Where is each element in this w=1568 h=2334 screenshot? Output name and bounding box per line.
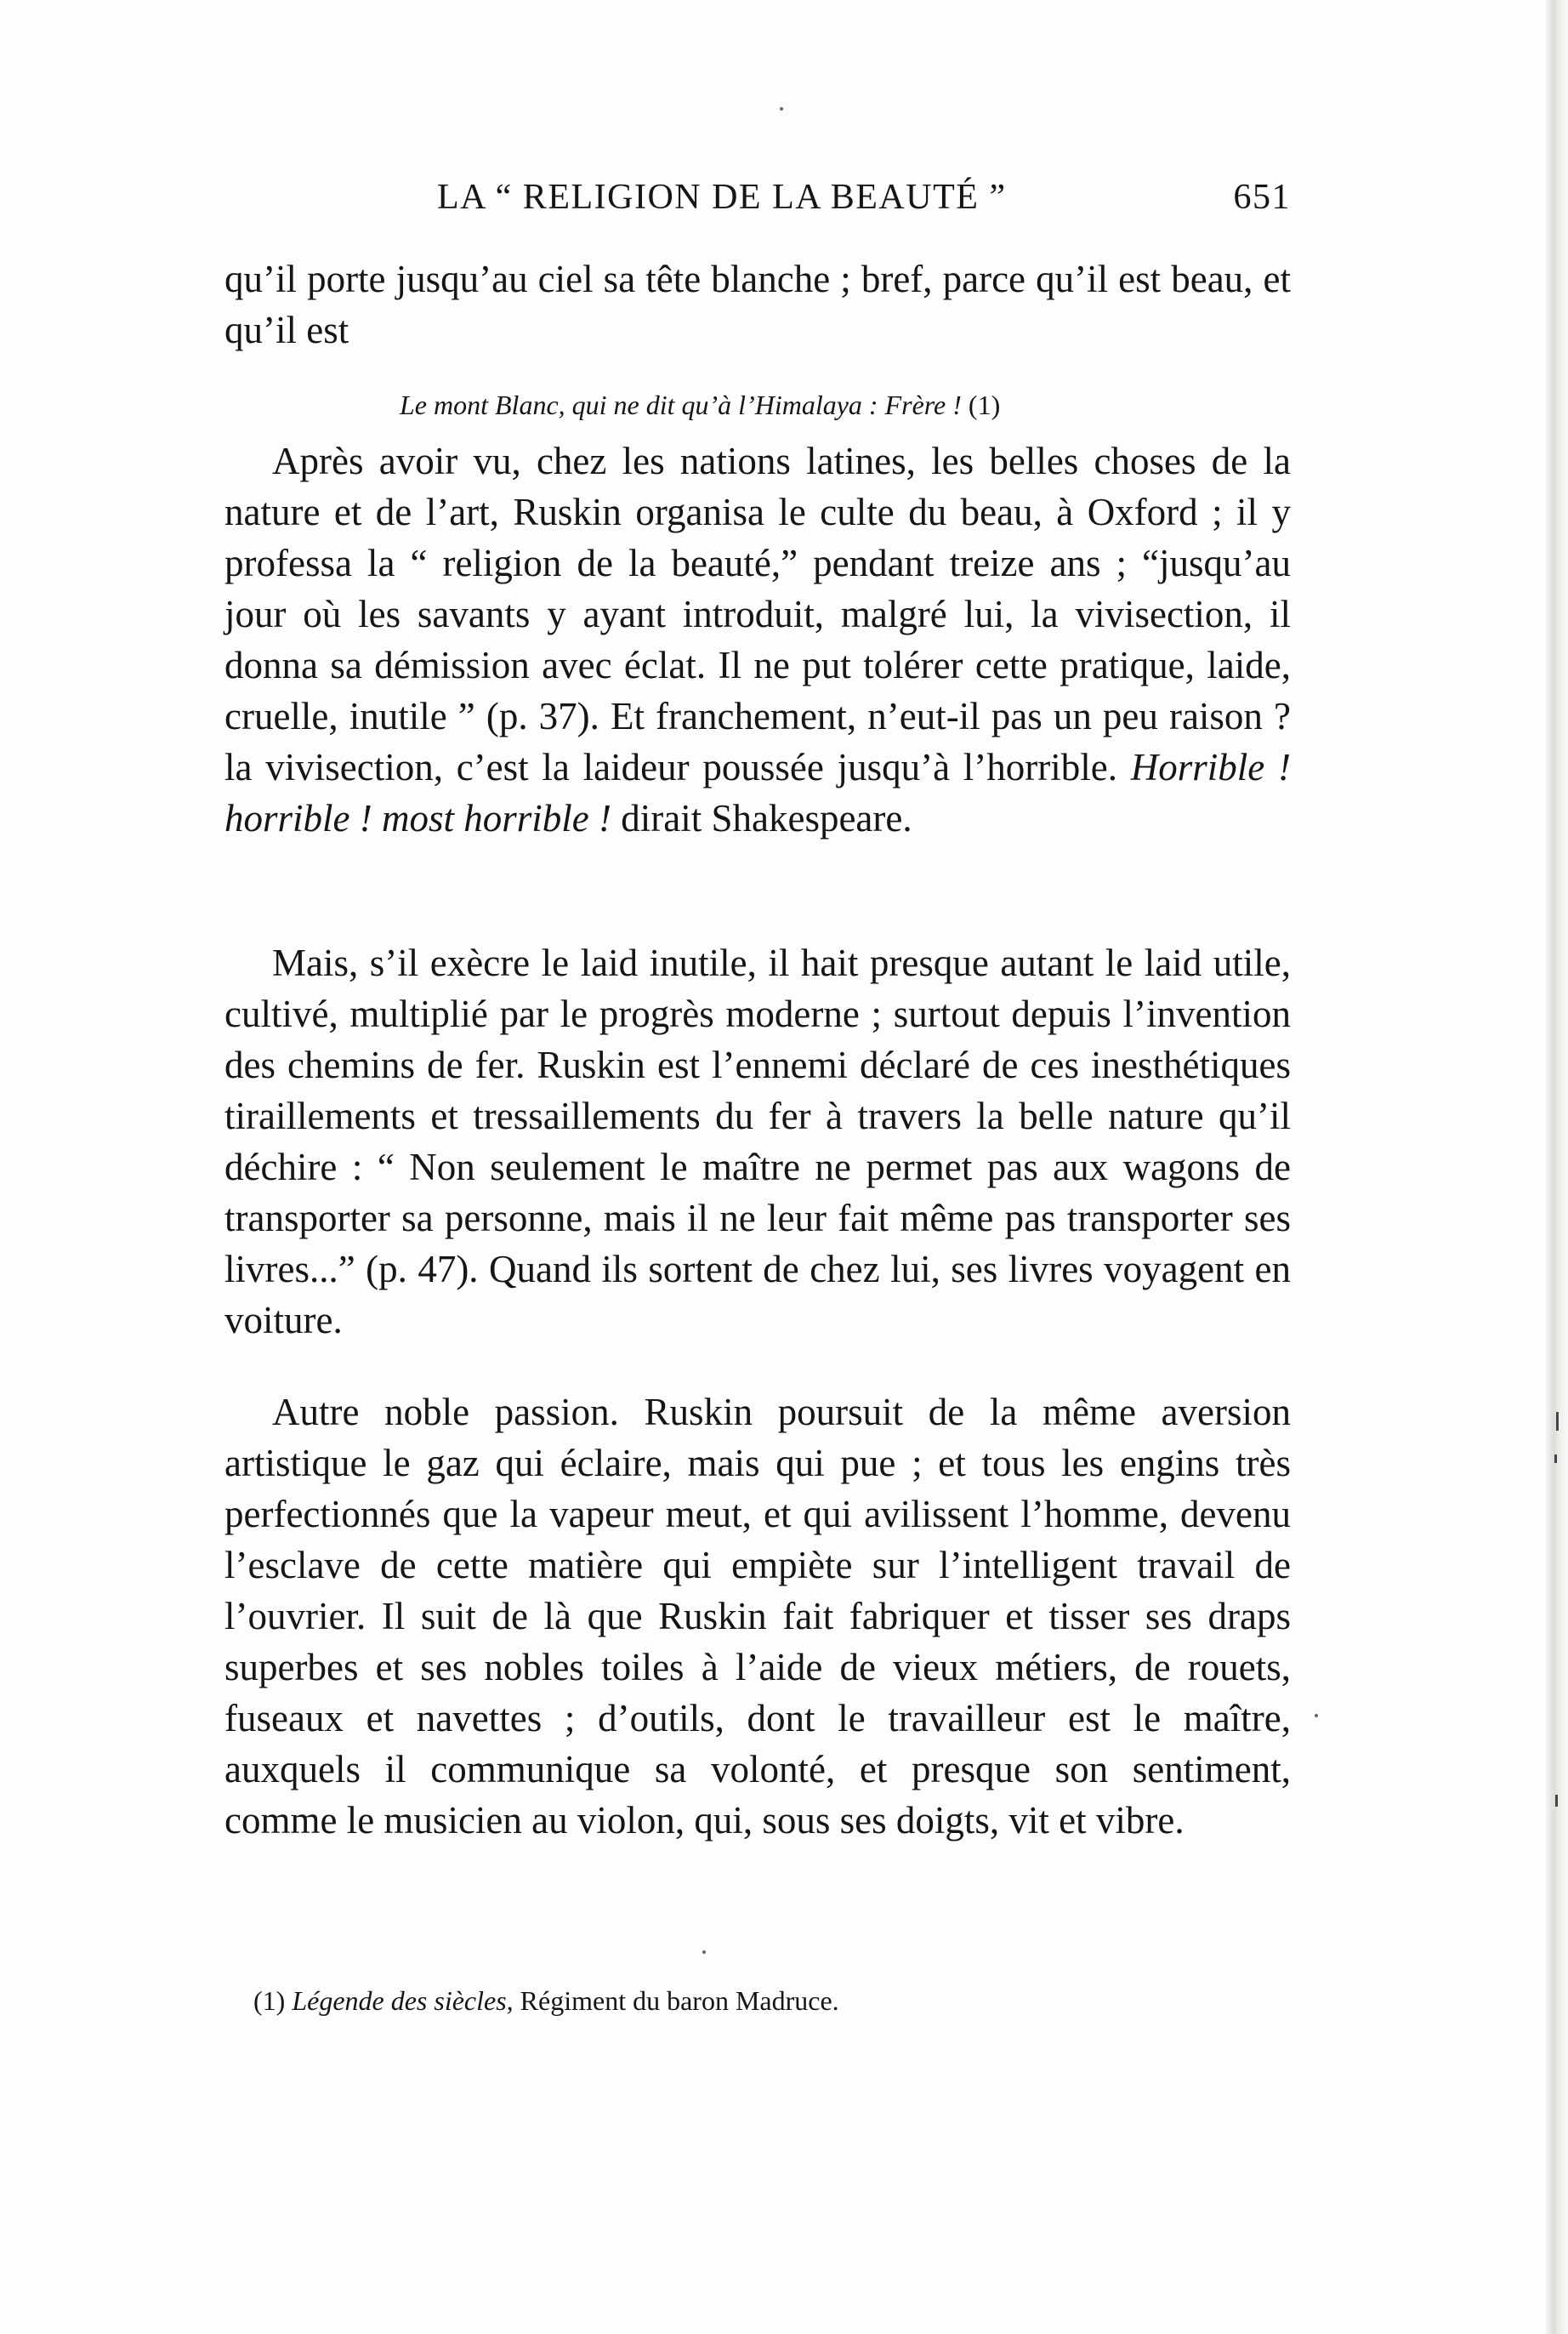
paragraph-continued: qu’il porte jusqu’au ciel sa tête blanche ; bref, parce qu’il est beau, et qu’il est: [224, 258, 1291, 351]
running-header: [437, 177, 1291, 228]
footnote-rest: Régiment du baron Madruce.: [520, 1985, 839, 2016]
paragraph-text-end: dirait Shakespeare.: [621, 797, 912, 840]
shakespeare-quote: Horrible ! horrible ! most horrible !: [224, 746, 1291, 840]
epigraph-note-ref: (1): [968, 390, 1001, 420]
epigraph-text: Le mont Blanc, qui ne dit qu’à l’Himalaya : Frère !: [400, 390, 962, 420]
paragraph-vivisection: [224, 435, 1291, 844]
page-edge: [1546, 0, 1568, 2334]
footnote-title: Légende des siècles,: [292, 1985, 514, 2016]
footnote-marker: (1): [253, 1985, 286, 2016]
scan-speck: [780, 107, 783, 111]
scan-speck: [702, 1950, 706, 1954]
page-number: 651: [1233, 178, 1291, 217]
paragraph-text: Après avoir vu, chez les nations latines, les belles choses de la nature et de l’art, Ruskin organisa le culte du beau, à Oxford ; il y professa la “ religion de la beauté,” pendant treize ans ; “jusqu’au jour où les savants y ayant introduit, malgré lui, la vivisection, il donna sa démission avec éclat. Il ne put tolérer cette pratique, laide, cruelle, inutile ” (p. 37). Et franchement, n’eut-il pas un peu raison ? la vivisection, c’est la laideur poussée jusqu’à l’horrible.: [224, 440, 1291, 788]
paragraph-gas-machines: Autre noble passion. Ruskin poursuit de la même aversion artistique le gaz qui éclaire, mais qui pue ; et tous les engins très perfectionnés que la vapeur meut, et qui avilissent l’homme, devenu l’esclave de cette matière qui empiète sur l’intelligent travail de l’ouvrier. Il suit de là que Ruskin fait fabriquer et tisser ses draps superbes et ses nobles toiles à l’aide de vieux métiers, de rouets, fuseaux et navettes ; d’outils, dont le travailleur est le maître, auxquels il communique sa volonté, et presque son sentiment, comme le musicien au violon, qui, sous ses doigts, vit et vibre.: [224, 1391, 1291, 1842]
footnote: [253, 1985, 1291, 2017]
scan-speck: [1315, 1714, 1318, 1717]
epigraph: [400, 390, 1165, 421]
running-title: LA “ RELIGION DE LA BEAUTÉ ”: [437, 178, 1007, 217]
paragraph-railways: Mais, s’il exècre le laid inutile, il hait presque autant le laid utile, cultivé, multiplié par le progrès moderne ; surtout depuis l’invention des chemins de fer. Ruskin est l’ennemi déclaré de ces inesthétiques tiraillements et tressaillements du fer à travers la belle nature qu’il déchire : “ Non seulement le maître ne permet pas aux wagons de transporter sa personne, mais il ne leur fait même pas transporter ses livres...” (p. 47). Quand ils sortent de chez lui, ses livres voyagent en voiture.: [224, 942, 1291, 1341]
